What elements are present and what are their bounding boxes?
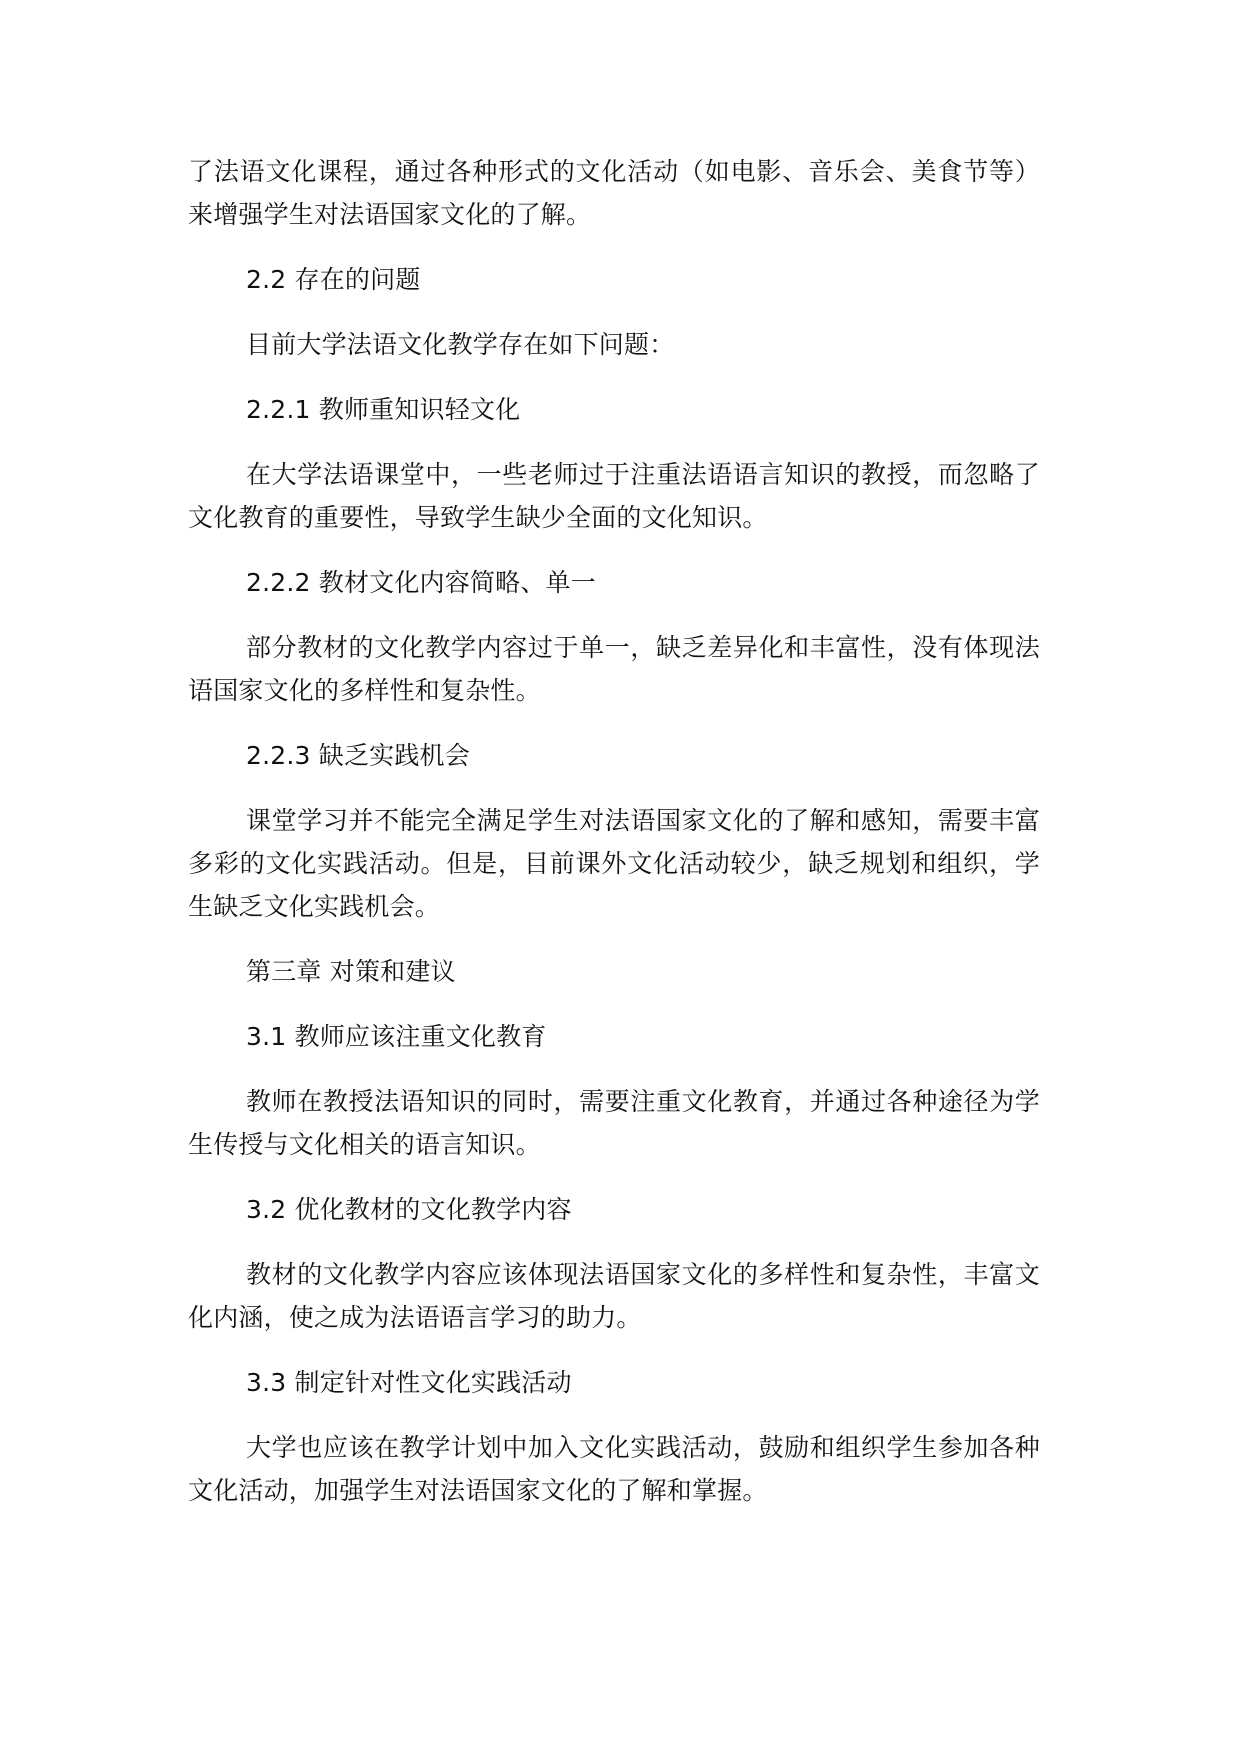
section-heading-2-2-2: 2.2.2 教材文化内容简略、单一 — [246, 568, 596, 597]
section-heading-3-3: 3.3 制定针对性文化实践活动 — [246, 1368, 572, 1397]
paragraph-continuation: 了法语文化课程，通过各种形式的文化活动（如电影、音乐会、美食节等）来增强学生对法语国家文化的了解。 — [188, 157, 1040, 229]
section-heading-2-2-3: 2.2.3 缺乏实践机会 — [246, 741, 470, 770]
paragraph: 大学也应该在教学计划中加入文化实践活动，鼓励和组织学生参加各种文化活动，加强学生对法语国家文化的了解和掌握。 — [188, 1433, 1040, 1505]
paragraph: 课堂学习并不能完全满足学生对法语国家文化的了解和感知，需要丰富多彩的文化实践活动。但是，目前课外文化活动较少，缺乏规划和组织，学生缺乏文化实践机会。 — [188, 806, 1040, 921]
document-body — [188, 150, 1040, 1534]
section-heading-2-2: 2.2 存在的问题 — [246, 265, 421, 294]
paragraph: 教师在教授法语知识的同时，需要注重文化教育，并通过各种途径为学生传授与文化相关的语言知识。 — [188, 1087, 1040, 1159]
section-heading-3-1: 3.1 教师应该注重文化教育 — [246, 1022, 547, 1051]
section-heading-3-2: 3.2 优化教材的文化教学内容 — [246, 1195, 572, 1224]
paragraph: 在大学法语课堂中，一些老师过于注重法语语言知识的教授，而忽略了文化教育的重要性，导致学生缺少全面的文化知识。 — [188, 460, 1040, 532]
paragraph: 教材的文化教学内容应该体现法语国家文化的多样性和复杂性，丰富文化内涵，使之成为法语语言学习的助力。 — [188, 1260, 1040, 1332]
paragraph: 目前大学法语文化教学存在如下问题： — [246, 330, 675, 359]
section-heading-2-2-1: 2.2.1 教师重知识轻文化 — [246, 395, 521, 424]
chapter-heading-3: 第三章 对策和建议 — [246, 957, 456, 986]
paragraph: 部分教材的文化教学内容过于单一，缺乏差异化和丰富性，没有体现法语国家文化的多样性和复杂性。 — [188, 633, 1040, 705]
